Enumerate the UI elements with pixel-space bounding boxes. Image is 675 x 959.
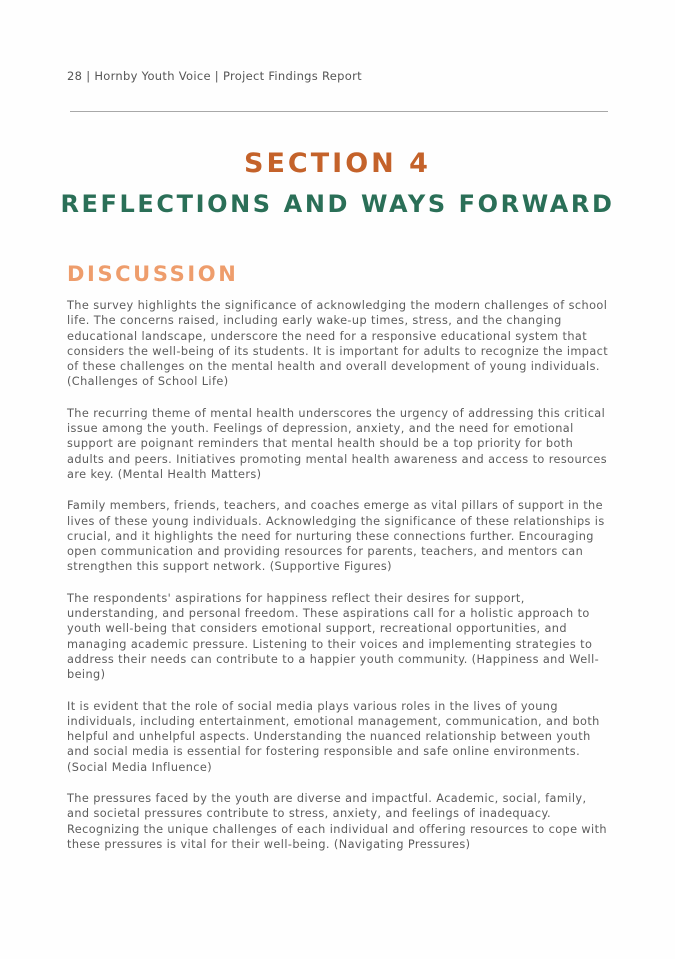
- paragraph-navigating-pressures: The pressures faced by the youth are diverse and impactful. Academic, social, family, and societal pressures contribute to stress, anxiety, and feelings of inadequacy. Recognizing the unique challenges of each individual and offering resources to cope with these pressures is vital for their well-being. (Navigating Pressures): [67, 792, 607, 851]
- header-divider: [70, 111, 608, 112]
- discussion-body: [67, 298, 612, 868]
- paragraph-happiness-and-well-being: The respondents' aspirations for happiness reflect their desires for support, understanding, and personal freedom. These aspirations call for a holistic approach to youth well-being that considers emotional support, recreational opportunities, and managing academic pressure. Listening to their voices and implementing strategies to address their needs can contribute to a happier youth community. (Happiness and Well-being): [67, 591, 600, 682]
- section-number-heading: SECTION 4: [244, 148, 431, 179]
- paragraph-challenges-of-school-life: The survey highlights the significance of acknowledging the modern challenges of school life. The concerns raised, including early wake-up times, stress, and the changing educational landscape, underscore the need for a responsive educational system that considers the well-being of its students. It is important for adults to recognize the impact of these challenges on the mental health and overall development of young individuals. (Challenges of School Life): [67, 299, 609, 389]
- paragraph-mental-health-matters: The recurring theme of mental health underscores the urgency of addressing this critical issue among the youth. Feelings of depression, anxiety, and the need for emotional support are poignant reminders that mental health should be a top priority for both adults and peers. Initiatives promoting mental health awareness and access to resources are key. (Mental Health Matters): [67, 406, 608, 481]
- running-header: 28 | Hornby Youth Voice | Project Findings Report: [67, 69, 362, 83]
- section-title-heading: REFLECTIONS AND WAYS FORWARD: [60, 190, 615, 218]
- paragraph-supportive-figures: Family members, friends, teachers, and coaches emerge as vital pillars of support in the lives of these young individuals. Acknowledging the significance of these relationships is crucial, and it highlights the need for nurturing these connections further. Encouraging open communication and providing resources for parents, teachers, and mentors can strengthen this support network. (Supportive Figures): [67, 499, 605, 574]
- discussion-heading: DISCUSSION: [67, 262, 239, 286]
- paragraph-social-media-influence: It is evident that the role of social media plays various roles in the lives of young individuals, including entertainment, emotional management, communication, and both helpful and unhelpful aspects. Understanding the nuanced relationship between youth and social media is essential for fostering responsible and safe online environments. (Social Media Influence): [67, 699, 600, 774]
